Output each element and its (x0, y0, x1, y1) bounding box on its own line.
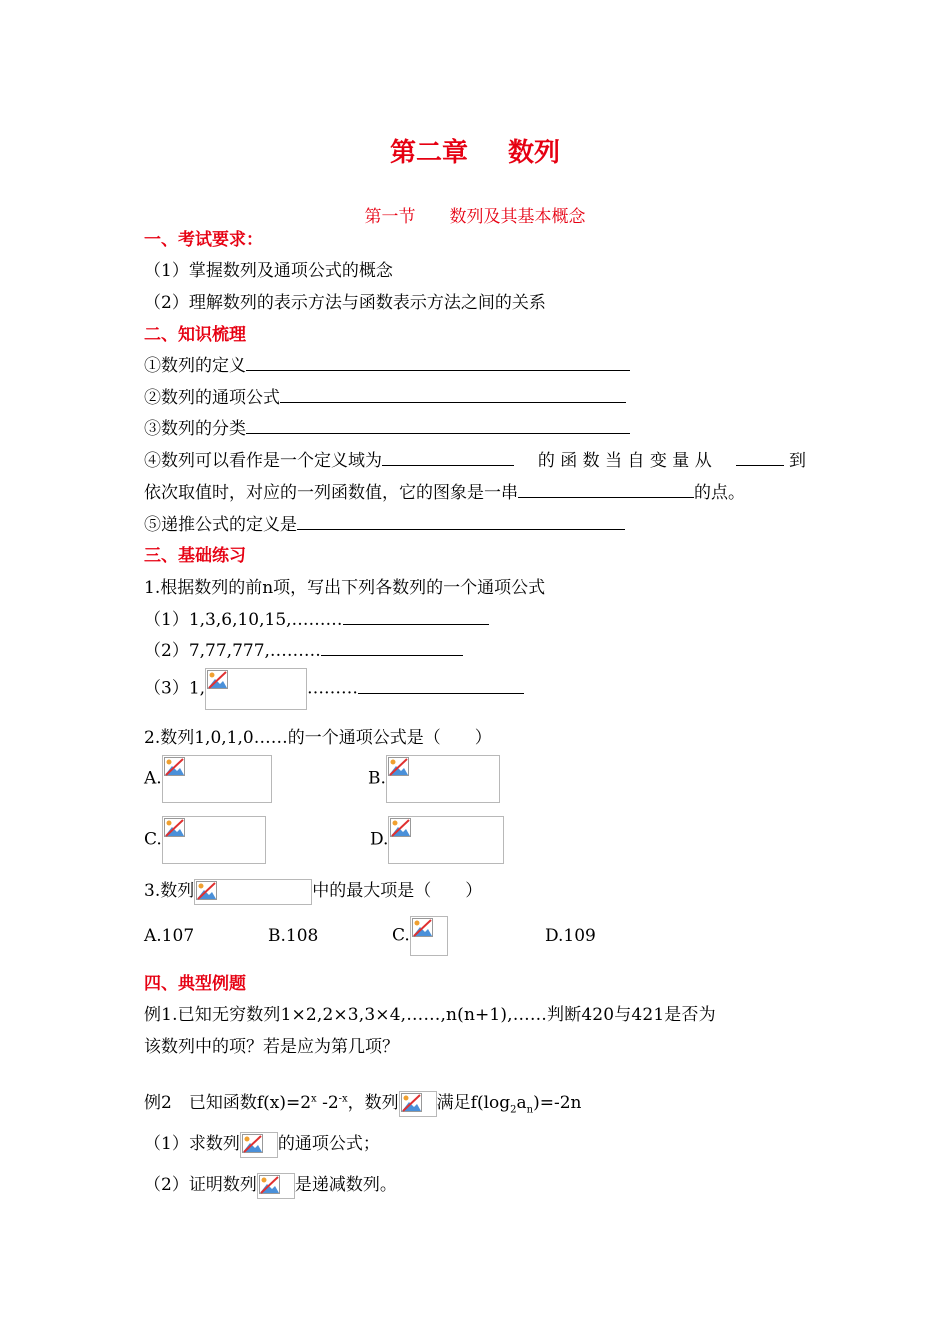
knowledge-item-5-text: ⑤递推公式的定义是 (144, 515, 297, 535)
example-1-line2: 该数列中的项？若是应为第几项？ (144, 1037, 399, 1057)
broken-image-icon (194, 879, 312, 905)
knowledge-item-4-part (736, 446, 806, 471)
fill-blank (297, 511, 625, 530)
option-b-label: B. (368, 768, 386, 789)
broken-image-icon (386, 755, 500, 803)
exponent: x (311, 1093, 317, 1105)
section-name: 数列及其基本概念 (449, 207, 586, 227)
option-d (370, 816, 504, 864)
fill-blank (321, 637, 463, 656)
knowledge-item-4-line2-text-b: 的点。 (694, 483, 745, 503)
example-2-text-e: a (516, 1093, 527, 1113)
example-2-part-1-text-a: （1）求数列 (144, 1134, 240, 1154)
question-1-part-3-text-b: ……… (307, 678, 359, 699)
knowledge-item-4-line2 (144, 478, 745, 503)
knowledge-item-1 (144, 351, 630, 376)
subscript: 2 (510, 1104, 517, 1116)
question-3-option-c (392, 916, 448, 956)
example-2-part-1-text-b: 的通项公式； (277, 1134, 380, 1154)
knowledge-item-4-text-a: ④数列可以看作是一个定义域为 (144, 451, 382, 471)
example-2 (144, 1088, 582, 1117)
question-3 (144, 876, 482, 905)
broken-image-icon (388, 816, 504, 864)
option-b (368, 755, 500, 803)
fill-blank (246, 352, 630, 371)
requirement-2: （2）理解数列的表示方法与函数表示方法之间的关系 (144, 293, 546, 313)
heading-knowledge-review: 二、知识梳理 (144, 325, 246, 345)
knowledge-item-2-text: ②数列的通项公式 (144, 388, 280, 408)
broken-image-icon (257, 1173, 295, 1199)
fill-blank (246, 415, 630, 434)
knowledge-item-5 (144, 510, 625, 535)
question-2: 2.数列1,0,1,0……的一个通项公式是（ ） (144, 728, 492, 748)
section-number: 第一节 (364, 207, 416, 227)
example-2-part-2-text-b: 是递减数列。 (294, 1175, 397, 1195)
question-1-part-3-text-a: （3）1, (144, 678, 206, 699)
knowledge-item-3-text: ③数列的分类 (144, 419, 246, 439)
broken-image-icon (410, 916, 448, 956)
question-1-part-2 (144, 636, 463, 661)
chapter-title (0, 132, 950, 169)
fill-blank (382, 447, 514, 466)
knowledge-item-2 (144, 383, 626, 408)
question-1-part-1-text: （1）1,3,6,10,15,……… (144, 610, 343, 630)
knowledge-item-4-text-c: 到 (788, 451, 806, 471)
fill-blank (518, 479, 694, 498)
question-3-option-c-label: C. (392, 925, 410, 946)
knowledge-item-4-line2-text-a: 依次取值时，对应的一列函数值，它的图象是一串 (144, 483, 518, 503)
example-2-part-2-text-a: （2）证明数列 (144, 1175, 257, 1195)
example-2-text-c: ，数列 (347, 1093, 399, 1113)
example-2-part-2 (144, 1170, 397, 1199)
fill-blank (280, 384, 626, 403)
broken-image-icon (399, 1091, 437, 1117)
question-3-option-a: A.107 (144, 926, 195, 946)
subscript: n (526, 1104, 534, 1116)
example-2-text-b: -2 (316, 1093, 339, 1113)
example-2-text-a: 例2 已知函数f(x)=2 (144, 1093, 312, 1113)
heading-basic-practice: 三、基础练习 (144, 546, 246, 566)
question-1-part-2-text: （2）7,77,777,……… (144, 641, 321, 661)
question-1-part-1 (144, 605, 489, 630)
heading-typical-examples: 四、典型例题 (144, 974, 246, 994)
question-1: 1.根据数列的前n项，写出下列各数列的一个通项公式 (144, 578, 546, 598)
fill-blank (358, 675, 524, 694)
chapter-number: 第二章 (389, 138, 468, 168)
knowledge-item-4-part (144, 446, 514, 471)
question-1-part-3 (144, 668, 524, 710)
broken-image-icon (162, 816, 266, 864)
exponent: -x (338, 1093, 348, 1105)
knowledge-item-4-text-b: 的 函 数 当 自 变 量 从 (537, 451, 712, 471)
option-a-label: A. (144, 768, 162, 789)
question-3-text-b: 中的最大项是（ ） (312, 881, 483, 901)
knowledge-item-3 (144, 414, 630, 439)
knowledge-item-1-text: ①数列的定义 (144, 356, 246, 376)
fill-blank (343, 606, 489, 625)
example-2-part-1 (144, 1129, 380, 1158)
section-title (0, 202, 950, 227)
knowledge-item-4-line1 (144, 446, 806, 471)
broken-image-icon (205, 668, 307, 710)
example-1-line1: 例1.已知无穷数列1×2,2×3,3×4,……,n(n+1),……判断420与421是否为 (144, 1005, 716, 1025)
option-c-label: C. (144, 829, 162, 850)
question-3-text-a: 3.数列 (144, 881, 195, 901)
example-2-text-f: )=-2n (533, 1093, 582, 1113)
question-3-option-d: D.109 (545, 926, 596, 946)
option-d-label: D. (370, 829, 389, 850)
heading-exam-requirements: 一、考试要求： (144, 230, 263, 250)
option-a (144, 755, 272, 803)
requirement-1: （1）掌握数列及通项公式的概念 (144, 261, 393, 281)
example-2-text-d: 满足f(log (436, 1093, 511, 1113)
broken-image-icon (240, 1132, 278, 1158)
question-3-option-b: B.108 (268, 926, 319, 946)
option-c (144, 816, 266, 864)
chapter-name: 数列 (508, 138, 561, 168)
broken-image-icon (162, 755, 272, 803)
fill-blank (736, 447, 784, 466)
